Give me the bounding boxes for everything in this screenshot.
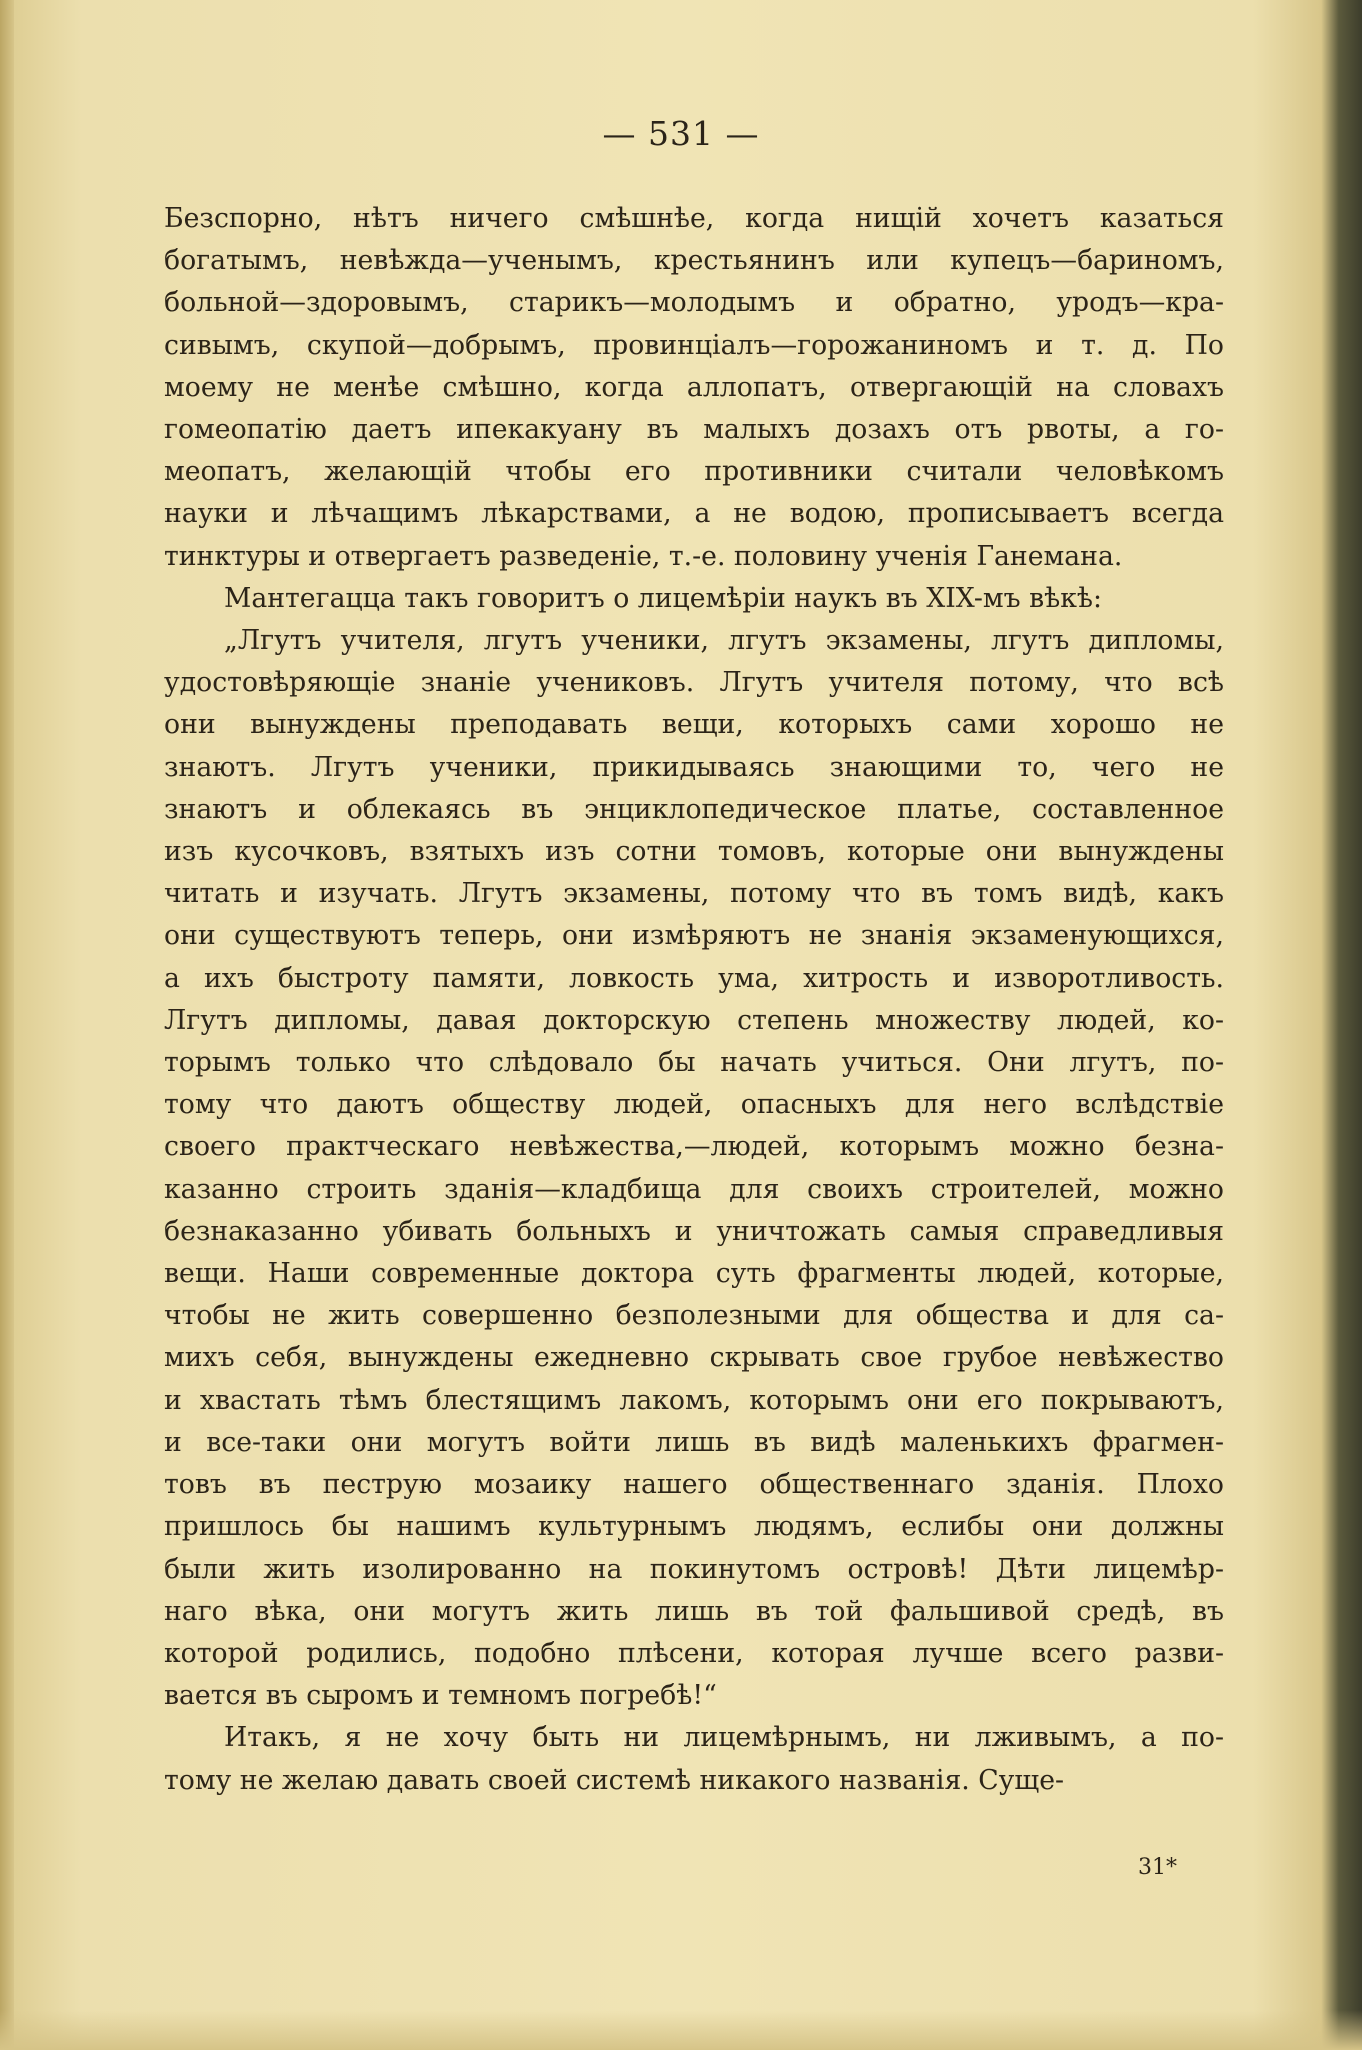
paragraph xyxy=(164,620,1224,1717)
text-line: вещи. Наши современные доктора суть фрагменты людей, которые, xyxy=(164,1258,1224,1290)
paragraph xyxy=(164,198,1224,578)
text-line: науки и лѣчащимъ лѣкарствами, а не водою, прописываетъ всегда xyxy=(164,498,1224,530)
text-line: тинктуры и отвергаетъ разведеніе, т.-е. половину ученія Ганемана. xyxy=(164,540,1123,572)
text-line: читать и изучать. Лгутъ экзамены, потому что въ томъ видѣ, какъ xyxy=(164,878,1224,910)
text-line: вается въ сыромъ и темномъ погребѣ!“ xyxy=(164,1680,717,1712)
text-line: тому что даютъ обществу людей, опасныхъ для него вслѣдствіе xyxy=(164,1089,1224,1121)
text-line: они вынуждены преподавать вещи, которыхъ сами хорошо не xyxy=(164,709,1224,741)
text-line: безнаказанно убивать больныхъ и уничтожать самыя справедливыя xyxy=(164,1215,1224,1247)
text-line: пришлось бы нашимъ культурнымъ людямъ, еслибы они должны xyxy=(164,1511,1224,1543)
text-line: товъ въ пеструю мозаику нашего общественнаго зданія. Плохо xyxy=(164,1469,1224,1501)
signature-mark: 31* xyxy=(1138,1855,1177,1880)
text-line: моему не менѣе смѣшно, когда аллопатъ, отвергающій на словахъ xyxy=(164,371,1224,403)
text-line: тому не желаю давать своей системѣ никакого названія. Суще- xyxy=(164,1764,1064,1796)
text-line: знаютъ и облекаясь въ энциклопедическое платье, составленное xyxy=(164,793,1224,825)
paragraph xyxy=(164,578,1224,620)
text-line: Безспорно, нѣтъ ничего смѣшнѣе, когда нищій хочетъ казаться xyxy=(164,203,1224,234)
text-line: Лгутъ дипломы, давая докторскую степень множеству людей, ко- xyxy=(164,1004,1224,1036)
text-line: меопатъ, желающій чтобы его противники считали человѣкомъ xyxy=(164,456,1224,488)
text-line: „Лгутъ учителя, лгутъ ученики, лгутъ экзамены, лгутъ дипломы, xyxy=(224,625,1224,657)
text-line: удостовѣряющіе знаніе учениковъ. Лгутъ учителя потому, что всѣ xyxy=(164,667,1224,699)
text-line: и все-таки они могутъ войти лишь въ видѣ маленькихъ фрагмен- xyxy=(164,1426,1224,1458)
text-line: были жить изолированно на покинутомъ островѣ! Дѣти лицемѣр- xyxy=(164,1553,1224,1585)
text-line: богатымъ, невѣжда—ученымъ, крестьянинъ или купецъ—бариномъ, xyxy=(164,245,1224,277)
text-line: они существуютъ теперь, они измѣряютъ не знанія экзаменующихся, xyxy=(164,920,1224,952)
page-number: — 531 — xyxy=(602,114,760,153)
paragraph xyxy=(164,1717,1224,1801)
text-line: и хвастать тѣмъ блестящимъ лакомъ, которымъ они его покрываютъ, xyxy=(164,1384,1224,1416)
body-text xyxy=(164,198,1224,1802)
text-line: изъ кусочковъ, взятыхъ изъ сотни томовъ, которые они вынуждены xyxy=(164,836,1224,868)
text-line: Итакъ, я не хочу быть ни лицемѣрнымъ, ни лживымъ, а по- xyxy=(224,1722,1224,1754)
text-line: Мантегацца такъ говоритъ о лицемѣріи наукъ въ XIX-мъ вѣкѣ: xyxy=(224,582,1102,614)
text-line: чтобы не жить совершенно безполезными для общества и для са- xyxy=(164,1300,1224,1332)
text-line: казанно строить зданія—кладбища для своихъ строителей, можно xyxy=(164,1173,1224,1205)
page-bottom-edge xyxy=(0,2010,1362,2050)
text-line: сивымъ, скупой—добрымъ, провинціалъ—горожаниномъ и т. д. По xyxy=(164,329,1224,361)
text-line: своего практческаго невѣжества,—людей, которымъ можно безна- xyxy=(164,1131,1224,1163)
text-line: михъ себя, вынуждены ежедневно скрывать свое грубое невѣжество xyxy=(164,1342,1224,1374)
text-line: гомеопатію даетъ ипекакуану въ малыхъ дозахъ отъ рвоты, а го- xyxy=(164,414,1224,446)
text-line: которой родились, подобно плѣсени, которая лучше всего разви- xyxy=(164,1637,1224,1669)
page-left-edge xyxy=(0,0,14,2050)
text-line: торымъ только что слѣдовало бы начать учиться. Они лгутъ, по- xyxy=(164,1047,1224,1079)
text-line: больной—здоровымъ, старикъ—молодымъ и обратно, уродъ—кра- xyxy=(164,287,1224,319)
text-line: знаютъ. Лгутъ ученики, прикидываясь знающими то, чего не xyxy=(164,751,1224,783)
text-line: а ихъ быстроту памяти, ловкость ума, хитрость и изворотливость. xyxy=(164,962,1224,994)
text-line: наго вѣка, они могутъ жить лишь въ той фальшивой средѣ, въ xyxy=(164,1595,1224,1627)
